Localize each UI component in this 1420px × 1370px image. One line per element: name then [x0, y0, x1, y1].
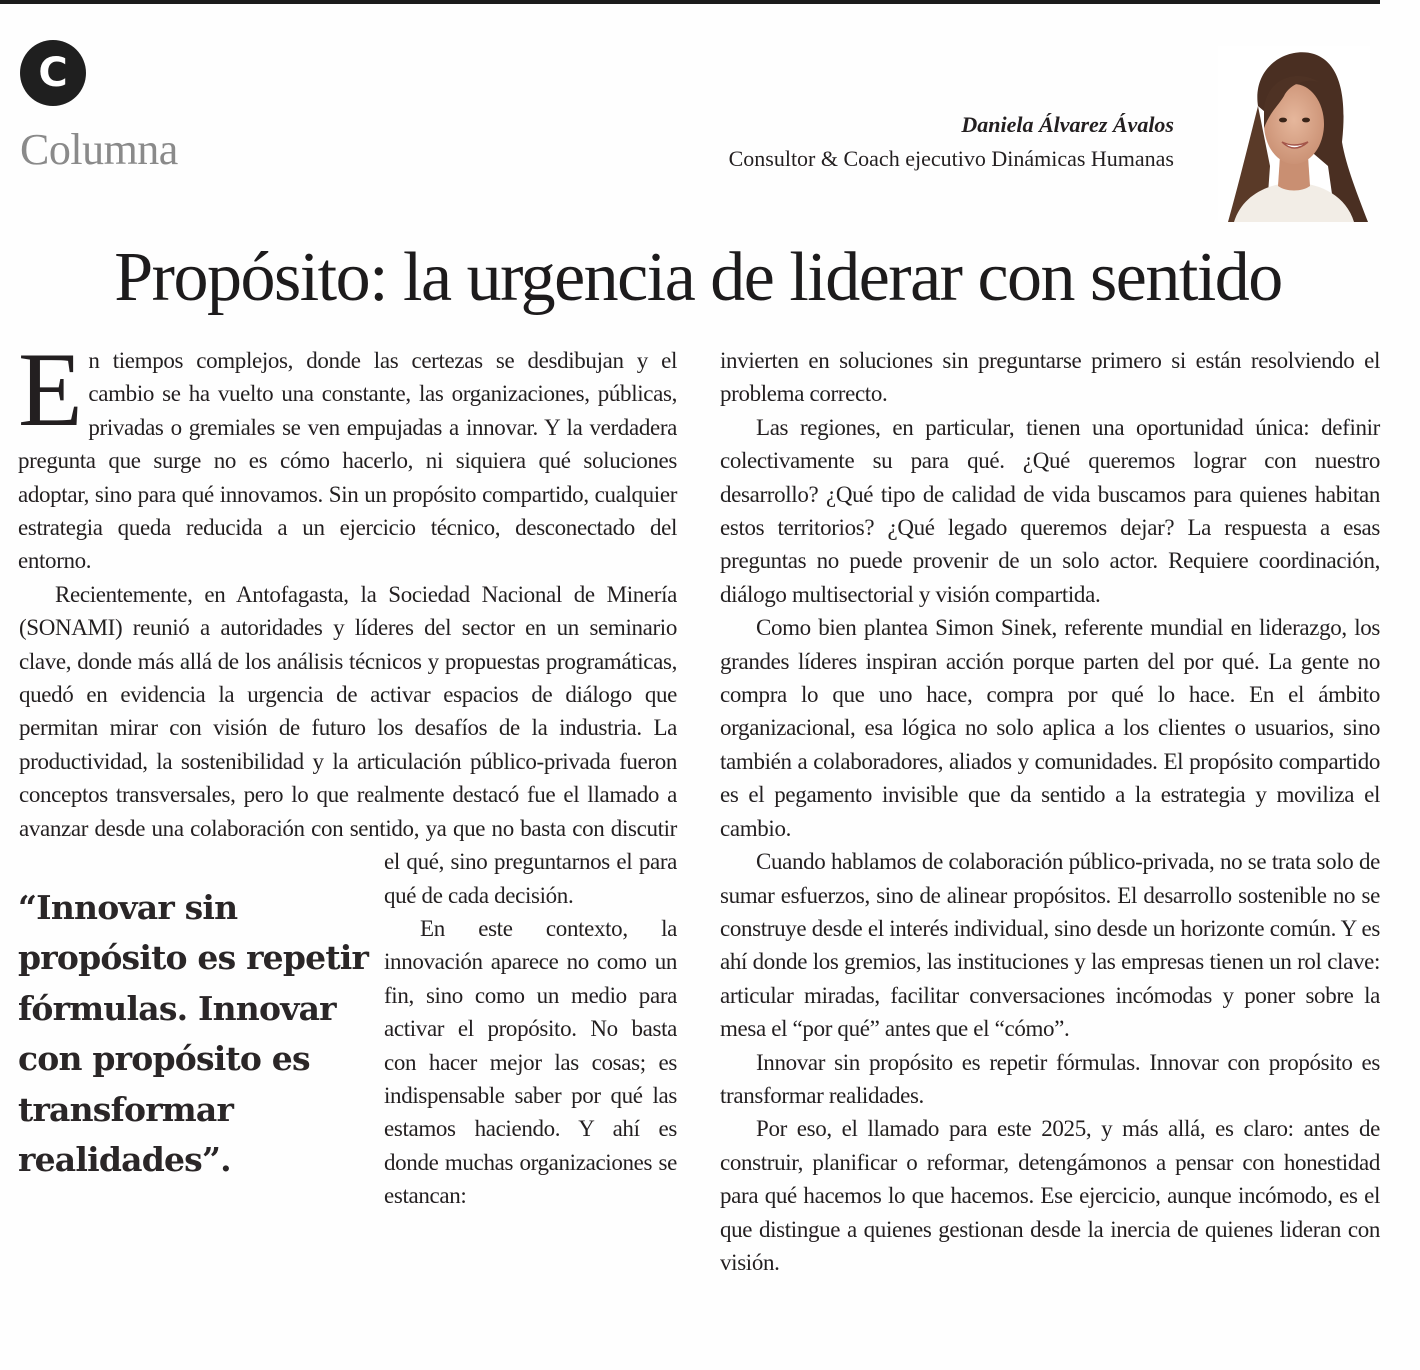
paragraph-7: Cuando hablamos de colaboración público-privada, no se trata solo de sumar esfuerzos, sino de alinear propósitos. El desarrollo sostenible no se construye desde el interés individual, sino desde un horizonte común. Y es ahí donde los gremios, las instituciones y las empresas tienen un rol clave: articular miradas, facilitar conversaciones incómodas y poner sobre la mesa el “por qué” antes que el “cómo”.: [720, 849, 1380, 1042]
author-name: Daniela Álvarez Ávalos: [961, 112, 1174, 137]
paragraph-8: Innovar sin propósito es repetir fórmulas. Innovar con propósito es transformar realidades.: [720, 1049, 1380, 1108]
paragraph-9: Por eso, el llamado para este 2025, y más allá, es claro: antes de construir, planificar o reformar, detengámonos a pensar con honestidad para qué hacemos lo que hacemos. Ese ejercicio, aunque incómodo, es el que distingue a quienes gestionan desde la inercia de quienes lideran con visión.: [720, 1116, 1380, 1275]
article-column-right: [720, 344, 1380, 1279]
paragraph-4: invierten en soluciones sin preguntarse primero si están resolviendo el problema correcto.: [720, 348, 1380, 407]
column-badge-icon: [20, 40, 86, 106]
paragraph-6: Como bien plantea Simon Sinek, referente mundial en liderazgo, los grandes líderes inspiran acción porque parten del por qué. La gente no compra lo que uno hace, compra por qué lo hace. En el ámbito organizacional, esa lógica no solo aplica a los clientes o usuarios, sino también a colaboradores, aliados y comunidades. El propósito compartido es el pegamento invisible que da sentido a la estrategia y moviliza el cambio.: [720, 615, 1380, 841]
badge-letter: C: [38, 50, 68, 96]
section-label: Columna: [20, 125, 178, 174]
paragraph-2-text: Recientemente, en Antofagasta, la Sociedad Nacional de Minería (SONAMI) reunió a autoridades y líderes del sector en un seminario clave, donde más allá de los análisis técnicos y propuestas programáticas, quedó en evidencia la urgencia de activar espacios de diálogo que permitan mirar con visión de futuro los desafíos de la industria. La productividad, la sostenibilidad y la articulación público-privada fueron conceptos transversales, pero lo que realmente destacó fue el llamado a avanzar desde una colaboración con sentido, ya que no basta con discutir el qué, sino preguntarnos el para qué de cada decisión.: [19, 581, 677, 908]
article-column-left: [18, 331, 677, 1363]
drop-cap: E: [18, 331, 83, 448]
paragraph-5: Las regiones, en particular, tienen una oportunidad única: definir colectivamente su para qué. ¿Qué queremos lograr con nuestro desarrollo? ¿Qué tipo de calidad de vida buscamos para quienes habitan estos territorios? ¿Qué legado queremos dejar? La respuesta a esas preguntas no puede provenir de un solo actor. Requiere coordinación, diálogo multisectorial y visión compartida.: [720, 414, 1380, 607]
paragraph-1: [18, 331, 677, 578]
author-photo: [1218, 46, 1370, 222]
top-rule: [0, 0, 1380, 4]
paragraph-3: En este contexto, la innovación aparece no como un fin, sino como un medio para activar el propósito. No basta con hacer mejor las cosas; es indispensable saber por qué las estamos haciendo. Y ahí es donde muchas organizaciones se estancan:: [384, 915, 677, 1209]
article-headline: Propósito: la urgencia de liderar con sentido: [114, 239, 1282, 316]
paragraph-1-text: n tiempos complejos, donde las certezas se desdibujan y el cambio se ha vuelto una constante, las organizaciones, públicas, privadas o gremiales se ven empujadas a innovar. Y la verdadera pregunta que surge no es cómo hacerlo, ni siquiera qué soluciones adoptar, sino para qué innovamos. Sin un propósito compartido, cualquier estrategia queda reducida a un ejercicio técnico, desconectado del entorno.: [18, 348, 677, 574]
pull-quote: “Innovar sin propósito es repetir fórmulas. Innovar con propósito es transformar realidades”.: [18, 887, 369, 1180]
author-role: Consultor & Coach ejecutivo Dinámicas Humanas: [728, 146, 1174, 171]
